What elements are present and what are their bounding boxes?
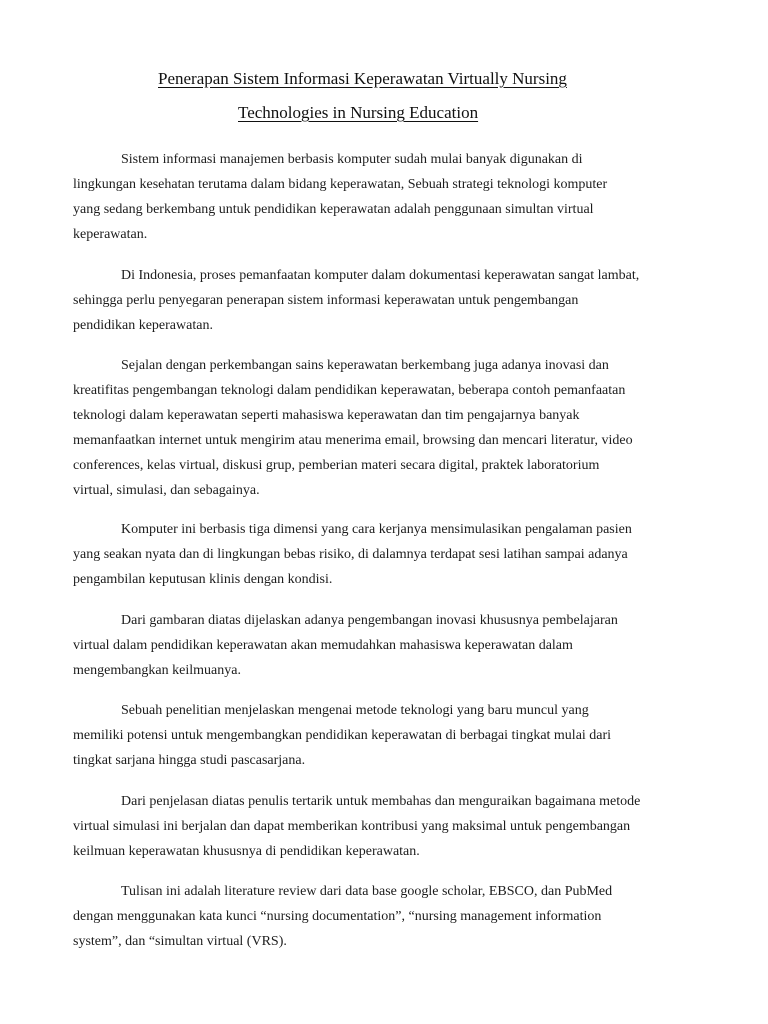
paragraph-line: pendidikan keperawatan. bbox=[73, 318, 213, 333]
paragraph-line: keilmuan keperawatan khususnya di pendidikan keperawatan. bbox=[73, 844, 420, 859]
paragraph-line: yang sedang berkembang untuk pendidikan keperawatan adalah penggunaan simultan virtual bbox=[73, 202, 594, 217]
document-title-line-2: Technologies in Nursing Education bbox=[238, 103, 479, 122]
paragraph-line: virtual dalam pendidikan keperawatan akan memudahkan mahasiswa keperawatan dalam bbox=[73, 638, 573, 653]
paragraph-line: virtual simulasi ini berjalan dan dapat memberikan kontribusi yang maksimal untuk pengembangan bbox=[73, 819, 631, 834]
paragraph-line: tingkat sarjana hingga studi pascasarjana. bbox=[73, 753, 306, 768]
paragraph-6 bbox=[73, 698, 713, 773]
paragraph-line: teknologi dalam keperawatan seperti mahasiswa keperawatan dan tim pengajarnya banyak bbox=[73, 408, 580, 423]
paragraph-line: keperawatan. bbox=[73, 227, 148, 242]
paragraph-4 bbox=[73, 517, 713, 592]
paragraph-line: Dari gambaran diatas dijelaskan adanya pengembangan inovasi khususnya pembelajaran bbox=[121, 613, 618, 628]
paragraph-line: Di Indonesia, proses pemanfaatan komputer dalam dokumentasi keperawatan sangat lambat, bbox=[121, 268, 640, 283]
paragraph-line: mengembangkan keilmuanya. bbox=[73, 663, 241, 678]
paragraph-line: pengambilan keputusan klinis dengan kondisi. bbox=[73, 572, 333, 587]
paragraph-line: memanfaatkan internet untuk mengirim atau menerima email, browsing dan mencari literatur, video bbox=[73, 433, 633, 448]
paragraph-line: memiliki potensi untuk mengembangkan pendidikan keperawatan di berbagai tingkat mulai dari bbox=[73, 728, 612, 743]
paragraph-line: virtual, simulasi, dan sebagainya. bbox=[73, 483, 260, 498]
paragraph-line: Sebuah penelitian menjelaskan mengenai metode teknologi yang baru muncul yang bbox=[121, 703, 589, 718]
paragraph-7 bbox=[73, 789, 713, 864]
paragraph-line: Sistem informasi manajemen berbasis komputer sudah mulai banyak digunakan di bbox=[121, 152, 583, 167]
paragraph-line: kreatifitas pengembangan teknologi dalam pendidikan keperawatan, beberapa contoh pemanfaatan bbox=[73, 383, 626, 398]
paragraph-2 bbox=[73, 263, 713, 338]
paragraph-line: Dari penjelasan diatas penulis tertarik untuk membahas dan menguraikan bagaimana metode bbox=[121, 794, 641, 809]
paragraph-line: Komputer ini berbasis tiga dimensi yang cara kerjanya mensimulasikan pengalaman pasien bbox=[121, 522, 632, 537]
paragraph-line: conferences, kelas virtual, diskusi grup, pemberian materi secara digital, praktek laboratorium bbox=[73, 458, 600, 473]
paragraph-line: Tulisan ini adalah literature review dari data base google scholar, EBSCO, dan PubMed bbox=[121, 884, 613, 899]
paragraph-line: yang seakan nyata dan di lingkungan bebas risiko, di dalamnya terdapat sesi latihan sampai adanya bbox=[73, 547, 628, 562]
paragraph-5 bbox=[73, 608, 713, 683]
paragraph-line: dengan menggunakan kata kunci “nursing documentation”, “nursing management information bbox=[73, 909, 602, 924]
paragraph-3 bbox=[73, 353, 713, 503]
paragraph-line: system”, dan “simultan virtual (VRS). bbox=[73, 934, 287, 949]
paragraph-line: lingkungan kesehatan terutama dalam bidang keperawatan, Sebuah strategi teknologi komputer bbox=[73, 177, 608, 192]
paragraph-8 bbox=[73, 879, 713, 954]
paragraph-line: Sejalan dengan perkembangan sains keperawatan berkembang juga adanya inovasi dan bbox=[121, 358, 609, 373]
document-title-line-1: Penerapan Sistem Informasi Keperawatan Virtually Nursing bbox=[158, 69, 567, 88]
paragraph-1 bbox=[73, 147, 713, 247]
paragraph-line: sehingga perlu penyegaran penerapan sistem informasi keperawatan untuk pengembangan bbox=[73, 293, 579, 308]
